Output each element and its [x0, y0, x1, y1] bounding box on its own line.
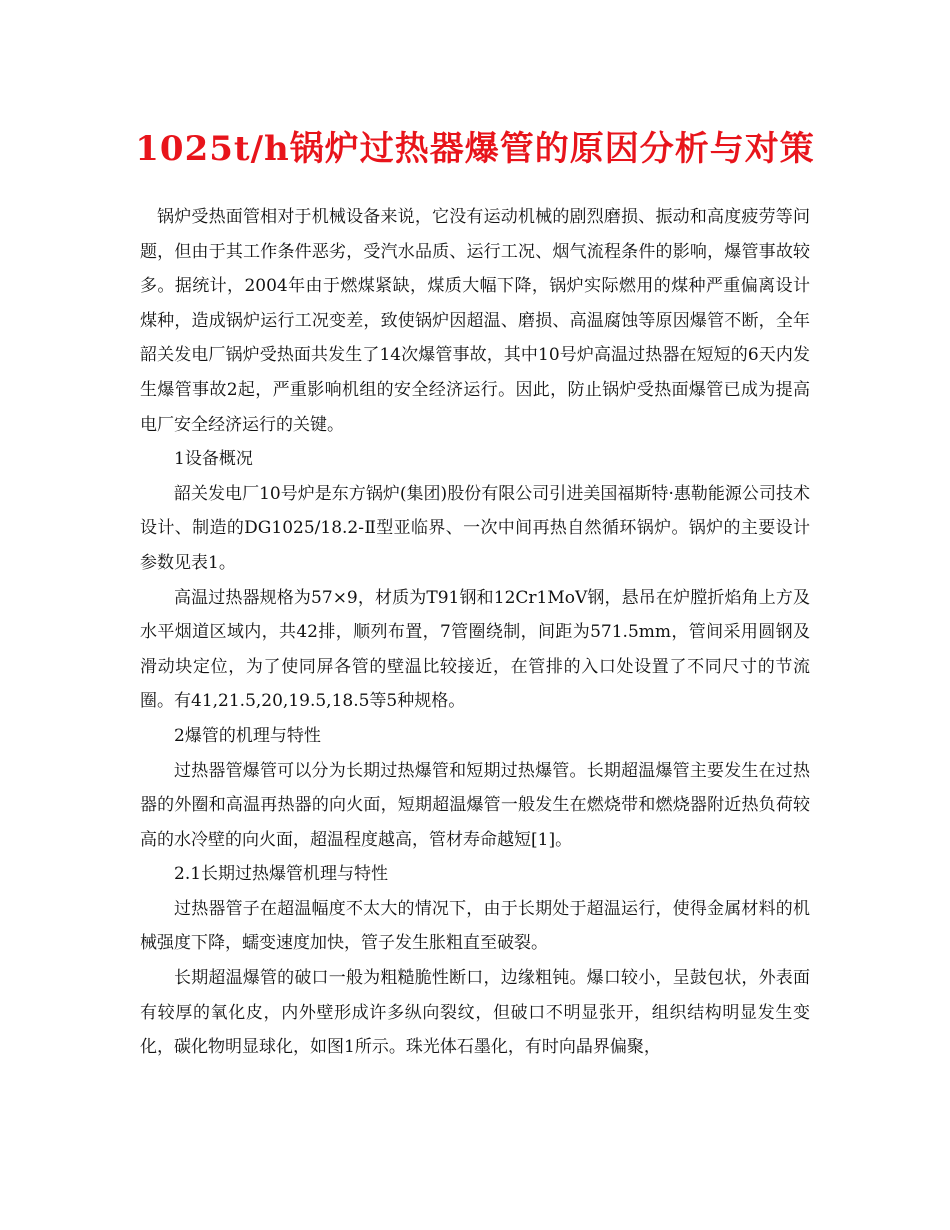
mechanism-paragraph: 过热器管爆管可以分为长期过热爆管和短期过热爆管。长期超温爆管主要发生在过热器的外圈和高温再热器的向火面，短期超温爆管一般发生在燃烧带和燃烧器附近热负荷较高的水冷壁的向火面，超温程度越高，管材寿命越短[1]。 — [140, 760, 810, 850]
section-heading-1: 1设备概况 — [174, 449, 253, 470]
document-title: 1025t/h锅炉过热器爆管的原因分析与对策 — [135, 129, 815, 169]
intro-paragraph: 锅炉受热面管相对于机械设备来说，它没有运动机械的剧烈磨损、振动和高度疲劳等问题，但由于其工作条件恶劣，受汽水品质、运行工况、烟气流程条件的影响，爆管事故较多。据统计，2004年由于燃煤紧缺，煤质大幅下降，锅炉实际燃用的煤种严重偏离设计煤种，造成锅炉运行工况变差，致使锅炉因超温、磨损、高温腐蚀等原因爆管不断，全年韶关发电厂锅炉受热面共发生了14次爆管事故，其中10号炉高温过热器在短短的6天内发生爆管事故2起，严重影响机组的安全经济运行。因此，防止锅炉受热面爆管已成为提高电厂安全经济运行的关键。 — [140, 207, 810, 435]
rupture-characteristics-paragraph: 长期超温爆管的破口一般为粗糙脆性断口，边缘粗钝。爆口较小，呈鼓包状，外表面有较厚的氧化皮，内外壁形成许多纵向裂纹，但破口不明显张开，组织结构明显发生变化，碳化物明显球化，如图1所示。珠光体石墨化，有时向晶界偏聚， — [140, 968, 810, 1058]
section-heading-2-1: 2.1长期过热爆管机理与特性 — [174, 864, 389, 885]
superheater-spec-paragraph: 高温过热器规格为57×9，材质为T91钢和12Cr1MoV钢，悬吊在炉膛折焰角上方及水平烟道区域内，共42排，顺列布置，7管圈绕制，间距为571.5mm，管间采用圆钢及滑动块定位，为了使同屏各管的壁温比较接近，在管排的入口处设置了不同尺寸的节流圈。有41,21.5,20,19.5,18.5等5种规格。 — [140, 587, 810, 712]
section-heading-2: 2爆管的机理与特性 — [174, 725, 321, 746]
long-term-overheat-paragraph: 过热器管子在超温幅度不太大的情况下，由于长期处于超温运行，使得金属材料的机械强度下降，蠕变速度加快，管子发生胀粗直至破裂。 — [140, 898, 810, 954]
equipment-overview-paragraph: 韶关发电厂10号炉是东方锅炉(集团)股份有限公司引进美国福斯特·惠勒能源公司技术设计、制造的DG1025/18.2-Ⅱ型亚临界、一次中间再热自然循环锅炉。锅炉的主要设计参数见表1。 — [140, 483, 810, 573]
document-body — [140, 200, 810, 1065]
